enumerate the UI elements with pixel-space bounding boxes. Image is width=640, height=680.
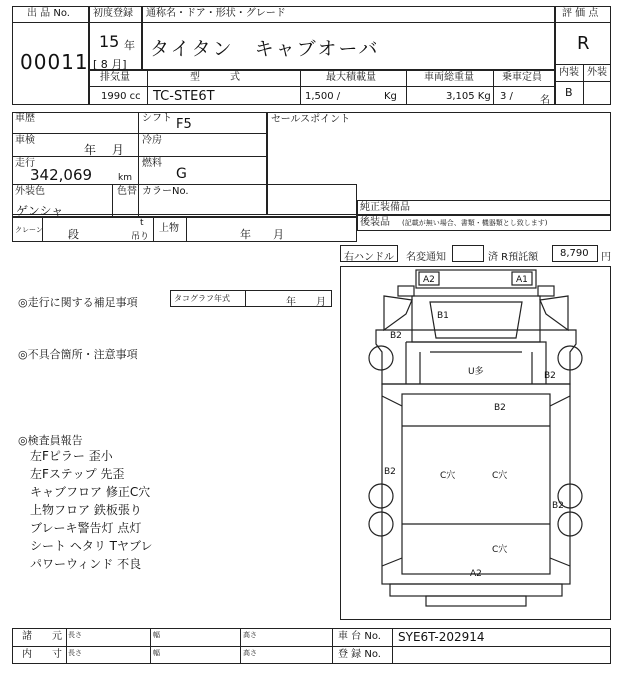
total-weight-label: 車両総重量	[424, 72, 474, 83]
driving-notes-label: ◎走行に関する補足事項	[18, 296, 138, 309]
interior-grade: B	[565, 86, 573, 99]
crane-value: 段	[68, 228, 79, 241]
bed-label: 上物	[159, 223, 179, 234]
chassis-label: 車 台 No.	[338, 631, 381, 642]
mileage-label: 走行	[15, 158, 35, 169]
grade-value: R	[577, 33, 590, 54]
diagram-mark: B2	[544, 371, 556, 381]
handle-value: 右ハンドル	[344, 252, 394, 263]
length-label: 長さ	[68, 649, 82, 657]
diagram-mark: B2	[494, 403, 506, 413]
capacity-unit: 名	[540, 95, 550, 106]
inspection-value: 年 月	[84, 143, 124, 157]
width-label: 幅	[153, 649, 160, 657]
diagram-mark: B2	[390, 331, 402, 341]
ext-color-label: 外装色	[15, 186, 45, 197]
inspection-label: 車検	[15, 135, 35, 146]
inspector-item: ブレーキ警告灯 点灯	[30, 521, 142, 535]
history-label: 車歴	[15, 113, 35, 124]
mileage-unit: km	[118, 173, 132, 183]
total-weight-value: 3,105 Kg	[446, 91, 491, 102]
r-deposit-label: 済 R預託額	[488, 252, 539, 263]
genuine-equip-label: 純正装備品	[360, 202, 410, 213]
lot-number: 00011	[20, 50, 89, 74]
truck-diagram	[340, 266, 611, 620]
shift-value: F5	[176, 117, 192, 132]
first-reg-label: 初度登録	[93, 8, 133, 19]
diagram-mark: B2	[552, 501, 564, 511]
diagram-mark: A2	[470, 569, 482, 579]
reg-month: [ 8 月]	[93, 58, 127, 71]
diagram-mark: C穴	[492, 471, 508, 481]
name-change-label: 名変通知	[406, 252, 446, 263]
bed-value: 年 月	[240, 228, 284, 241]
diagram-mark: B1	[437, 311, 449, 321]
inspector-item: パワーウィンド 不良	[30, 557, 142, 571]
name-change-box	[452, 245, 484, 262]
crane-box	[12, 217, 357, 242]
model-label: 型 式	[190, 72, 240, 83]
aftermarket-label: 後装品	[360, 217, 390, 228]
car-name: タイタン キャブオーバ	[150, 38, 380, 60]
crane-ton-mark: t	[140, 218, 144, 228]
defects-label: ◎不具合箇所・注意事項	[18, 348, 138, 361]
crane-label: クレーン	[15, 226, 43, 234]
r-deposit-value: 8,790	[560, 248, 589, 259]
inspector-item: 上物フロア 鉄板張り	[30, 503, 142, 517]
inspector-item: 左Fステップ 先歪	[30, 467, 125, 481]
ext-color-value: ゲンシャ	[16, 204, 64, 218]
max-load-label: 最大積載量	[326, 72, 376, 83]
capacity-value: 3 /	[500, 91, 513, 102]
reg-year: 15	[99, 32, 120, 51]
ac-label: 冷房	[142, 135, 162, 146]
chassis-no: SYE6T-202914	[398, 630, 485, 644]
width-label: 幅	[153, 631, 160, 639]
diagram-mark: B2	[384, 467, 396, 477]
reg-year-unit: 年	[124, 39, 135, 52]
shift-label: シフト	[142, 113, 172, 124]
displacement-label: 排気量	[100, 72, 130, 83]
car-name-label: 通称名・ドア・形状・グレード	[146, 8, 286, 19]
fuel-label: 燃料	[142, 158, 162, 169]
interior-label: 内装	[559, 67, 579, 78]
diagram-mark: A2	[423, 275, 435, 285]
mileage-value: 342,069	[30, 166, 93, 184]
max-load-value: 1,500 /	[305, 91, 341, 102]
tacho-value: 年 月	[286, 297, 326, 308]
displacement-value: 1990 cc	[101, 91, 141, 102]
length-label: 長さ	[68, 631, 82, 639]
inspector-item: キャブフロア 修正C穴	[30, 485, 151, 499]
max-load-unit: Kg	[384, 91, 397, 102]
registration-label: 登 録 No.	[338, 649, 381, 660]
capacity-label: 乗車定員	[502, 72, 542, 83]
color-no-label: カラーNo.	[142, 186, 189, 197]
fuel-value: G	[176, 166, 187, 182]
diagram-mark: C穴	[492, 545, 508, 555]
inspector-label: ◎検査員報告	[18, 434, 83, 447]
diagram-mark: C穴	[440, 471, 456, 481]
diagram-mark: U多	[468, 367, 484, 377]
height-label: 高さ	[243, 631, 257, 639]
sales-point-label: セールスポイント	[271, 114, 351, 125]
footer-interior-label: 内 寸	[22, 649, 62, 660]
crane-suffix: 吊り	[131, 232, 150, 242]
right-mirror	[538, 286, 554, 296]
exterior-label: 外装	[587, 67, 607, 78]
model-value: TC-STE6T	[153, 89, 215, 104]
height-label: 高さ	[243, 649, 257, 657]
footer-specs-label: 諸 元	[22, 631, 62, 642]
aftermarket-note: (記載が無い場合、書類・機器類とし致します)	[402, 219, 548, 227]
inspector-item: シート ヘタリ Tヤブレ	[30, 539, 153, 553]
diagram-mark: A1	[516, 275, 528, 285]
grade-label: 評 価 点	[562, 8, 599, 19]
r-deposit-unit: 円	[601, 252, 611, 263]
left-mirror	[398, 286, 414, 296]
lot-no-label: 出 品 No.	[27, 8, 70, 19]
tacho-label: タコグラフ年式	[174, 294, 230, 303]
color-change-label: 色替	[117, 186, 137, 197]
inspector-item: 左Fピラー 歪小	[30, 449, 113, 463]
